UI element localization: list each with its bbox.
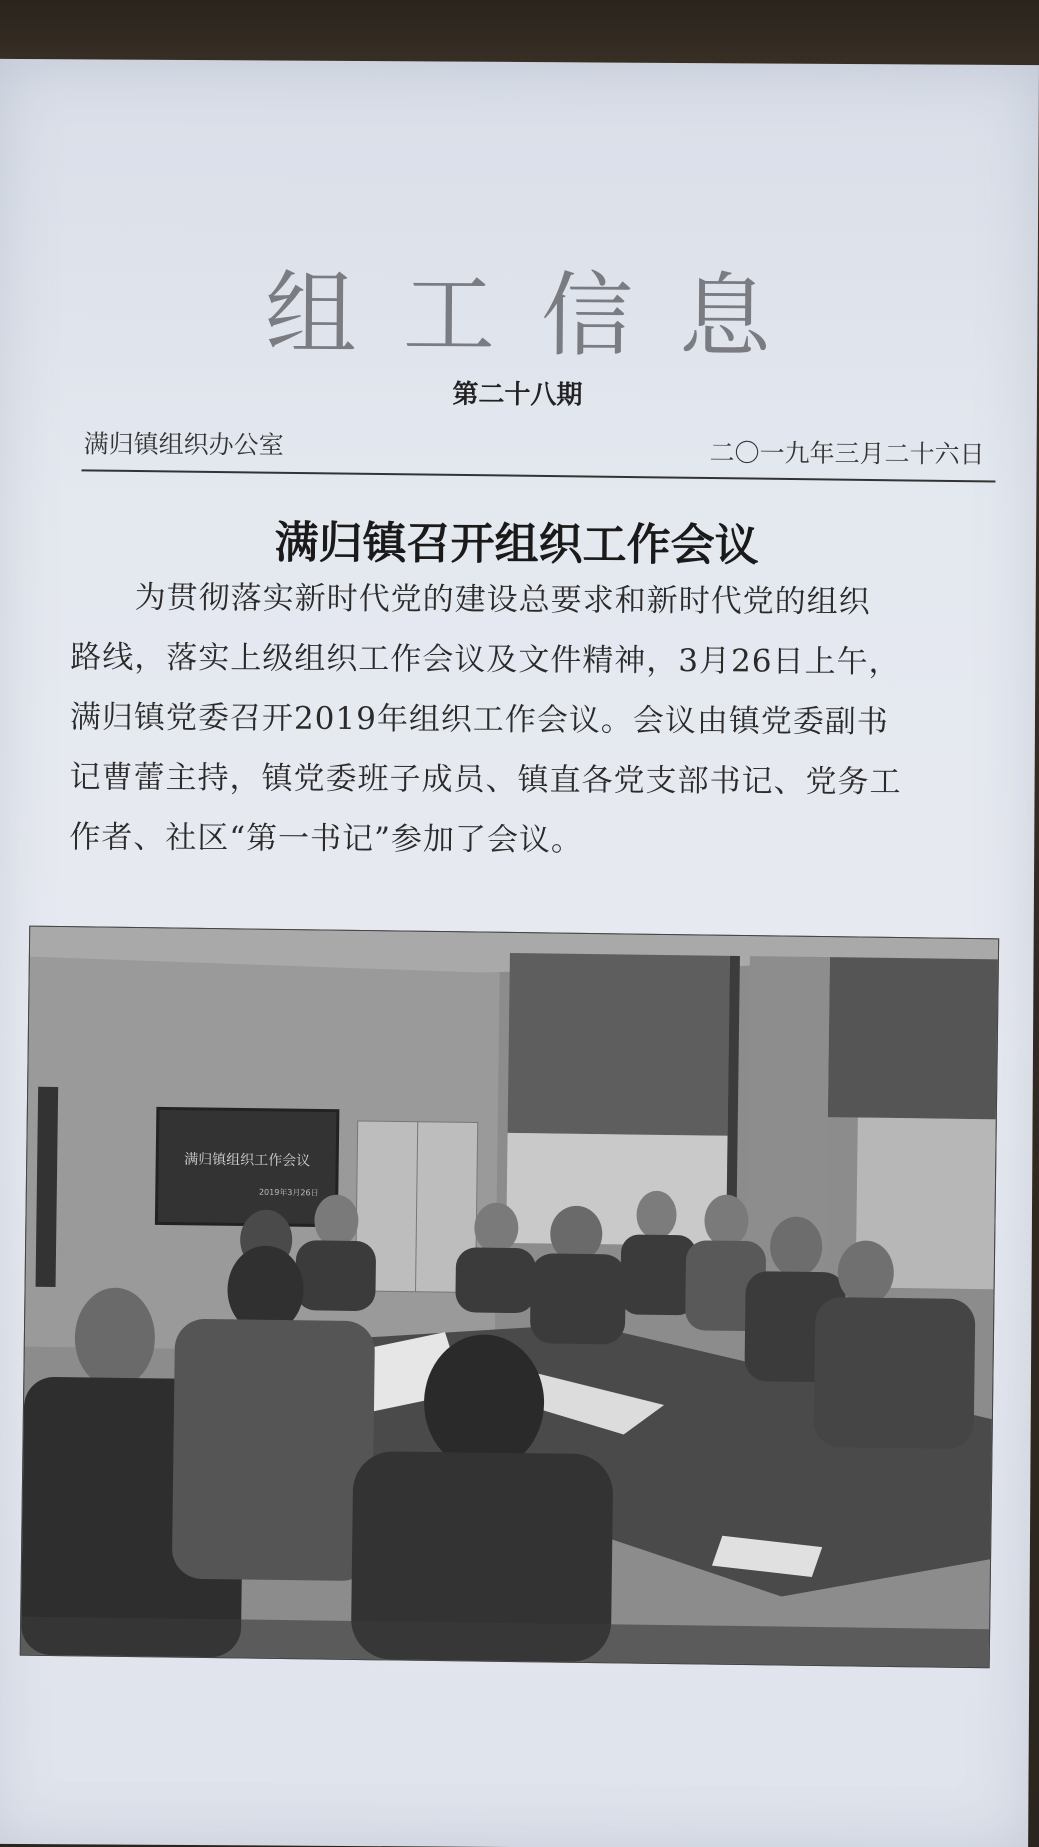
header-divider [81, 469, 995, 482]
body-line: 作者、社区“第一书记”参加了会议。 [69, 819, 584, 859]
masthead-title: 组工信息 [264, 260, 818, 371]
meeting-photo [20, 926, 999, 1669]
body-line: 为贯彻落实新时代党的建设总要求和新时代党的组织 [70, 579, 871, 621]
tv-screen-date: 2019年3月26日 [258, 1187, 319, 1198]
issue-date: 二〇一九年三月二十六日 [709, 438, 985, 469]
body-line: 路线，落实上级组织工作会议及文件精神，3月26日上午， [70, 639, 901, 681]
article-body [69, 567, 999, 873]
document-page [0, 59, 1039, 1847]
window-blind-right [828, 957, 998, 1119]
body-line: 记曹蕾主持，镇党委班子成员、镇直各党支部书记、党务工 [69, 759, 902, 801]
issue-number: 第二十八期 [452, 379, 583, 411]
office-name: 满归镇组织办公室 [83, 429, 284, 460]
meeting-photo-illustration [21, 927, 998, 1668]
tv-screen-title: 满归镇组织工作会议 [184, 1151, 311, 1170]
flag-stand [36, 1087, 59, 1287]
window-glass [506, 1133, 727, 1246]
article-headline: 满归镇召开组织工作会议 [274, 517, 759, 572]
window-blind-left [508, 953, 730, 1136]
body-line: 满归镇党委召开2019年组织工作会议。会议由镇党委副书 [69, 699, 889, 741]
